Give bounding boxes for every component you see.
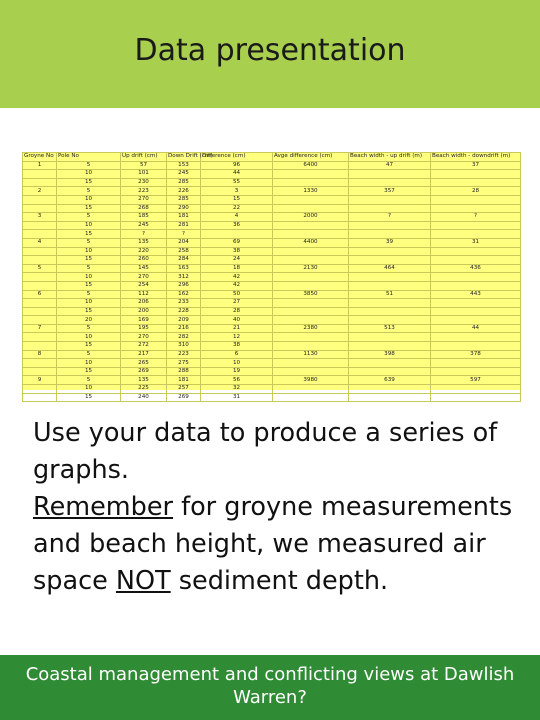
table-cell: [349, 273, 431, 282]
table-cell: 19: [201, 367, 273, 376]
table-cell: [349, 170, 431, 179]
table-cell: [23, 221, 57, 230]
table-cell: [431, 385, 521, 394]
table-cell: [349, 178, 431, 187]
table-row: [23, 333, 521, 342]
table-cell: 15: [57, 178, 121, 187]
table-row: [23, 290, 521, 299]
table-row: [23, 385, 521, 394]
table-cell: 268: [121, 204, 167, 213]
table-cell: 145: [121, 264, 167, 273]
table-cell: 5: [57, 238, 121, 247]
table-cell: [431, 195, 521, 204]
table-cell: 20: [57, 316, 121, 325]
table-cell: 3: [23, 213, 57, 222]
table-cell: 22: [201, 204, 273, 213]
table-cell: [23, 307, 57, 316]
table-cell: 42: [201, 281, 273, 290]
not-word: NOT: [115, 566, 171, 596]
table-cell: 37: [431, 161, 521, 170]
table-header-row: [23, 153, 521, 162]
table-cell: [23, 359, 57, 368]
table-cell: 31: [201, 393, 273, 402]
table-cell: 18: [201, 264, 273, 273]
table-cell: 233: [167, 299, 201, 308]
table-cell: 9: [23, 376, 57, 385]
table-cell: [431, 178, 521, 187]
table-cell: 10: [57, 333, 121, 342]
table-cell: [431, 393, 521, 402]
table-cell: 10: [57, 221, 121, 230]
table-cell: 5: [57, 324, 121, 333]
table-row: [23, 273, 521, 282]
table-cell: 288: [167, 367, 201, 376]
table-cell: 169: [121, 316, 167, 325]
table-cell: 257: [167, 385, 201, 394]
table-cell: [273, 367, 349, 376]
table-cell: [23, 299, 57, 308]
table-cell: [23, 333, 57, 342]
table-cell: 96: [201, 161, 273, 170]
table-cell: 290: [167, 204, 201, 213]
table-cell: 5: [57, 290, 121, 299]
table-cell: 245: [121, 221, 167, 230]
table-cell: 2380: [273, 324, 349, 333]
table-cell: [23, 393, 57, 402]
table-cell: 378: [431, 350, 521, 359]
table-cell: 443: [431, 290, 521, 299]
table-cell: 2000: [273, 213, 349, 222]
table-cell: 24: [201, 256, 273, 265]
table-row: [23, 307, 521, 316]
table-cell: 10: [57, 359, 121, 368]
table-cell: [23, 367, 57, 376]
table-cell: [273, 342, 349, 351]
table-cell: ?: [431, 213, 521, 222]
table-cell: [431, 299, 521, 308]
table-cell: 285: [167, 178, 201, 187]
table-cell: 3: [201, 187, 273, 196]
data-table-panel: [22, 152, 520, 400]
table-header-cell: Down Drift (cm): [168, 153, 213, 160]
table-cell: [273, 230, 349, 239]
table-header-cell: Beach width - downdrift (m): [431, 153, 521, 162]
table-row: [23, 230, 521, 239]
table-body: [23, 161, 521, 402]
table-cell: [273, 195, 349, 204]
table-cell: 639: [349, 376, 431, 385]
table-cell: 285: [167, 195, 201, 204]
table-cell: 40: [201, 316, 273, 325]
table-row: [23, 376, 521, 385]
table-cell: 2130: [273, 264, 349, 273]
table-cell: 270: [121, 273, 167, 282]
table-cell: 597: [431, 376, 521, 385]
table-cell: [273, 273, 349, 282]
table-cell: 162: [167, 290, 201, 299]
table-cell: 195: [121, 324, 167, 333]
table-cell: 12: [201, 333, 273, 342]
table-cell: 4400: [273, 238, 349, 247]
table-row: [23, 178, 521, 187]
table-cell: 223: [167, 350, 201, 359]
table-cell: 10: [57, 299, 121, 308]
table-cell: [23, 281, 57, 290]
table-cell: 135: [121, 238, 167, 247]
table-cell: 15: [57, 230, 121, 239]
table-cell: [273, 204, 349, 213]
table-cell: [23, 195, 57, 204]
table-cell: 1130: [273, 350, 349, 359]
table-cell: 44: [431, 324, 521, 333]
table-cell: [273, 299, 349, 308]
table-cell: 55: [201, 178, 273, 187]
table-cell: [431, 247, 521, 256]
table-cell: 217: [121, 350, 167, 359]
table-cell: [23, 230, 57, 239]
table-row: [23, 221, 521, 230]
table-cell: 6: [201, 350, 273, 359]
table-cell: 6400: [273, 161, 349, 170]
table-cell: 38: [201, 342, 273, 351]
table-cell: 15: [57, 281, 121, 290]
table-cell: [23, 256, 57, 265]
table-cell: 36: [201, 221, 273, 230]
table-cell: [431, 359, 521, 368]
table-cell: 44: [201, 170, 273, 179]
footer-banner: Coastal management and conflicting views at Dawlish Warren?: [0, 655, 540, 720]
table-cell: 51: [349, 290, 431, 299]
table-cell: [23, 178, 57, 187]
table-cell: 216: [167, 324, 201, 333]
table-cell: [23, 273, 57, 282]
table-row: [23, 359, 521, 368]
data-table: [22, 152, 521, 402]
table-row: [23, 281, 521, 290]
table-cell: [349, 221, 431, 230]
table-cell: 464: [349, 264, 431, 273]
table-cell: 6: [23, 290, 57, 299]
table-cell: [23, 316, 57, 325]
table-cell: [431, 273, 521, 282]
table-cell: 10: [57, 195, 121, 204]
table-cell: 398: [349, 350, 431, 359]
table-cell: 281: [167, 221, 201, 230]
table-cell: [431, 281, 521, 290]
table-cell: [23, 204, 57, 213]
table-cell: [349, 342, 431, 351]
table-cell: 223: [121, 187, 167, 196]
table-row: [23, 299, 521, 308]
table-cell: 296: [167, 281, 201, 290]
table-cell: 15: [57, 367, 121, 376]
table-row: [23, 238, 521, 247]
table-cell: [273, 281, 349, 290]
table-row: [23, 170, 521, 179]
table-cell: 436: [431, 264, 521, 273]
table-cell: 15: [57, 307, 121, 316]
table-cell: 2: [23, 187, 57, 196]
table-row: [23, 342, 521, 351]
table-cell: 5: [23, 264, 57, 273]
table-cell: 10: [201, 359, 273, 368]
table-cell: 135: [121, 376, 167, 385]
table-row: [23, 161, 521, 170]
table-cell: [273, 385, 349, 394]
table-cell: 31: [431, 238, 521, 247]
instruction-text: [33, 415, 528, 600]
table-cell: 8: [23, 350, 57, 359]
table-cell: 5: [57, 376, 121, 385]
table-cell: [273, 359, 349, 368]
table-cell: [273, 307, 349, 316]
table-cell: 275: [167, 359, 201, 368]
table-cell: 3850: [273, 290, 349, 299]
table-cell: 10: [57, 273, 121, 282]
table-header-cell: Groyne No: [23, 153, 57, 162]
table-cell: ?: [349, 213, 431, 222]
table-cell: 10: [57, 170, 121, 179]
table-cell: 225: [121, 385, 167, 394]
table-cell: 228: [167, 307, 201, 316]
table-cell: 57: [121, 161, 167, 170]
table-cell: [349, 393, 431, 402]
table-cell: 163: [167, 264, 201, 273]
table-cell: [349, 316, 431, 325]
table-cell: 15: [201, 195, 273, 204]
table-row: [23, 367, 521, 376]
table-cell: 181: [167, 376, 201, 385]
table-cell: 38: [201, 247, 273, 256]
instruction-line-2: for groyne measurements and beach height, we measured air space: [33, 492, 513, 596]
table-row: [23, 256, 521, 265]
table-cell: [431, 170, 521, 179]
table-cell: [349, 247, 431, 256]
table-cell: [431, 256, 521, 265]
table-cell: 265: [121, 359, 167, 368]
table-cell: 69: [201, 238, 273, 247]
table-cell: 245: [167, 170, 201, 179]
table-cell: [273, 170, 349, 179]
table-cell: [349, 307, 431, 316]
table-cell: [349, 256, 431, 265]
table-cell: [349, 195, 431, 204]
table-row: [23, 264, 521, 273]
table-cell: 230: [121, 178, 167, 187]
table-cell: [431, 342, 521, 351]
table-cell: 5: [57, 264, 121, 273]
table-row: [23, 204, 521, 213]
table-header-cell: Beach width - up drift (m): [349, 153, 431, 162]
table-cell: 181: [167, 213, 201, 222]
slide-title: Data presentation: [134, 33, 406, 68]
table-cell: 39: [349, 238, 431, 247]
table-row: [23, 350, 521, 359]
table-row: [23, 316, 521, 325]
table-header-cell: Avge difference (cm): [273, 153, 349, 162]
table-row: [23, 187, 521, 196]
table-cell: [23, 385, 57, 394]
table-cell: [273, 393, 349, 402]
table-cell: 1: [23, 161, 57, 170]
table-cell: 47: [349, 161, 431, 170]
table-cell: 260: [121, 256, 167, 265]
table-cell: [349, 299, 431, 308]
table-cell: [431, 221, 521, 230]
table-row: [23, 213, 521, 222]
table-cell: 50: [201, 290, 273, 299]
table-cell: 269: [167, 393, 201, 402]
table-cell: 206: [121, 299, 167, 308]
table-cell: 282: [167, 333, 201, 342]
table-cell: 1330: [273, 187, 349, 196]
table-cell: [431, 204, 521, 213]
table-row: [23, 393, 521, 402]
table-cell: 15: [57, 256, 121, 265]
table-cell: 258: [167, 247, 201, 256]
table-cell: [431, 307, 521, 316]
table-cell: 153: [167, 161, 201, 170]
table-cell: [273, 178, 349, 187]
table-row: [23, 247, 521, 256]
table-cell: 101: [121, 170, 167, 179]
table-cell: 5: [57, 213, 121, 222]
table-cell: 10: [57, 247, 121, 256]
table-cell: [273, 247, 349, 256]
table-cell: [23, 170, 57, 179]
table-cell: [273, 256, 349, 265]
table-cell: 42: [201, 273, 273, 282]
table-cell: [431, 316, 521, 325]
table-cell: 270: [121, 195, 167, 204]
table-cell: 32: [201, 385, 273, 394]
table-cell: 28: [201, 307, 273, 316]
table-cell: 27: [201, 299, 273, 308]
instruction-line-1: Use your data to produce a series of graphs.: [33, 418, 498, 485]
table-cell: 209: [167, 316, 201, 325]
table-cell: 185: [121, 213, 167, 222]
table-cell: [273, 221, 349, 230]
table-cell: 21: [201, 324, 273, 333]
instruction-line-3: sediment depth.: [170, 566, 389, 596]
table-cell: 7: [23, 324, 57, 333]
table-cell: [349, 385, 431, 394]
table-cell: [431, 333, 521, 342]
table-cell: 112: [121, 290, 167, 299]
table-cell: 15: [57, 342, 121, 351]
table-cell: [349, 204, 431, 213]
table-header-cell: Pole No: [57, 153, 121, 162]
table-cell: [273, 316, 349, 325]
table-cell: 5: [57, 187, 121, 196]
table-cell: 284: [167, 256, 201, 265]
table-cell: ?: [167, 230, 201, 239]
table-cell: 5: [57, 161, 121, 170]
table-cell: 312: [167, 273, 201, 282]
remember-word: Remember: [33, 492, 173, 522]
table-header-cell: Up drift (cm): [121, 153, 167, 162]
table-cell: [273, 333, 349, 342]
table-cell: [349, 230, 431, 239]
table-cell: 220: [121, 247, 167, 256]
table-header-cell: Difference (cm): [201, 153, 273, 162]
table-cell: 310: [167, 342, 201, 351]
table-cell: 357: [349, 187, 431, 196]
table-row: [23, 324, 521, 333]
table-cell: 15: [57, 204, 121, 213]
table-cell: 269: [121, 367, 167, 376]
table-cell: 28: [431, 187, 521, 196]
table-cell: [23, 342, 57, 351]
table-cell: [23, 247, 57, 256]
table-cell: 200: [121, 307, 167, 316]
table-cell: 15: [57, 393, 121, 402]
table-cell: 4: [201, 213, 273, 222]
table-cell: [431, 367, 521, 376]
table-cell: 240: [121, 393, 167, 402]
table-cell: 204: [167, 238, 201, 247]
table-cell: ?: [121, 230, 167, 239]
table-cell: [349, 367, 431, 376]
table-cell: 56: [201, 376, 273, 385]
table-cell: 4: [23, 238, 57, 247]
table-cell: 272: [121, 342, 167, 351]
table-cell: 226: [167, 187, 201, 196]
table-cell: 270: [121, 333, 167, 342]
table-cell: [349, 333, 431, 342]
table-cell: 10: [57, 385, 121, 394]
table-cell: 5: [57, 350, 121, 359]
table-row: [23, 195, 521, 204]
table-cell: [349, 281, 431, 290]
table-cell: 513: [349, 324, 431, 333]
table-cell: 3980: [273, 376, 349, 385]
table-cell: [201, 230, 273, 239]
table-cell: [349, 359, 431, 368]
table-cell: [431, 230, 521, 239]
table-cell: 254: [121, 281, 167, 290]
